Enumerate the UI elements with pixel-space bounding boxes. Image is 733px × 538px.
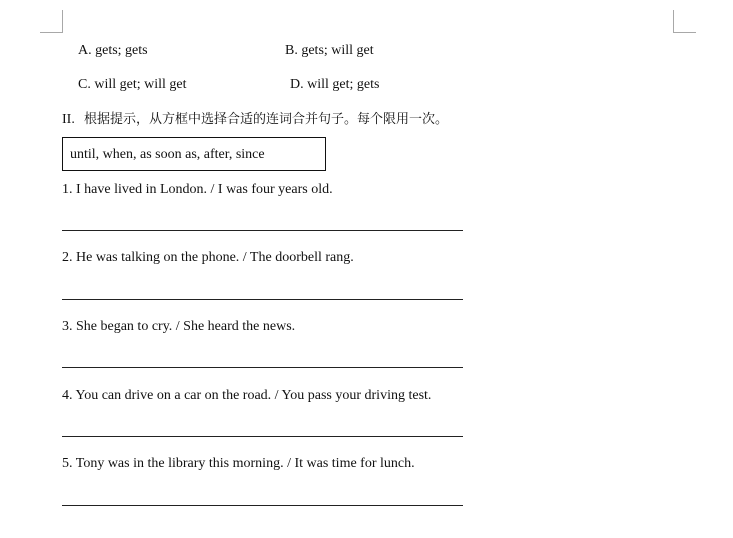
option-a: A. gets; gets: [78, 43, 148, 58]
answer-line[interactable]: [62, 505, 463, 506]
answer-line[interactable]: [62, 436, 463, 437]
question-text: 2. He was talking on the phone. / The doorbell rang.: [62, 250, 354, 265]
question-text: 3. She began to cry. / She heard the news.: [62, 319, 296, 334]
answer-line[interactable]: [62, 367, 463, 368]
option-c: C. will get; will get: [78, 77, 187, 92]
answer-line[interactable]: [62, 230, 463, 231]
answer-line[interactable]: [62, 299, 463, 300]
word-bank-box: [62, 137, 326, 171]
question-text: 4. You can drive on a car on the road. / You pass your driving test.: [62, 388, 432, 403]
option-d: D. will get; gets: [290, 77, 380, 92]
word-bank-text: until, when, as soon as, after, since: [70, 147, 265, 162]
section-number: II.: [62, 112, 75, 127]
question-text: 5. Tony was in the library this morning. / It was time for lunch.: [62, 456, 415, 471]
page-corner-mark-top-right: [673, 10, 696, 33]
option-b: B. gets; will get: [285, 43, 374, 58]
question-text: 1. I have lived in London. / I was four years old.: [62, 182, 333, 197]
section-instruction: 根据提示，从方框中选择合适的连词合并句子。每个限用一次。: [84, 112, 449, 127]
page-corner-mark-top-left: [40, 10, 63, 33]
